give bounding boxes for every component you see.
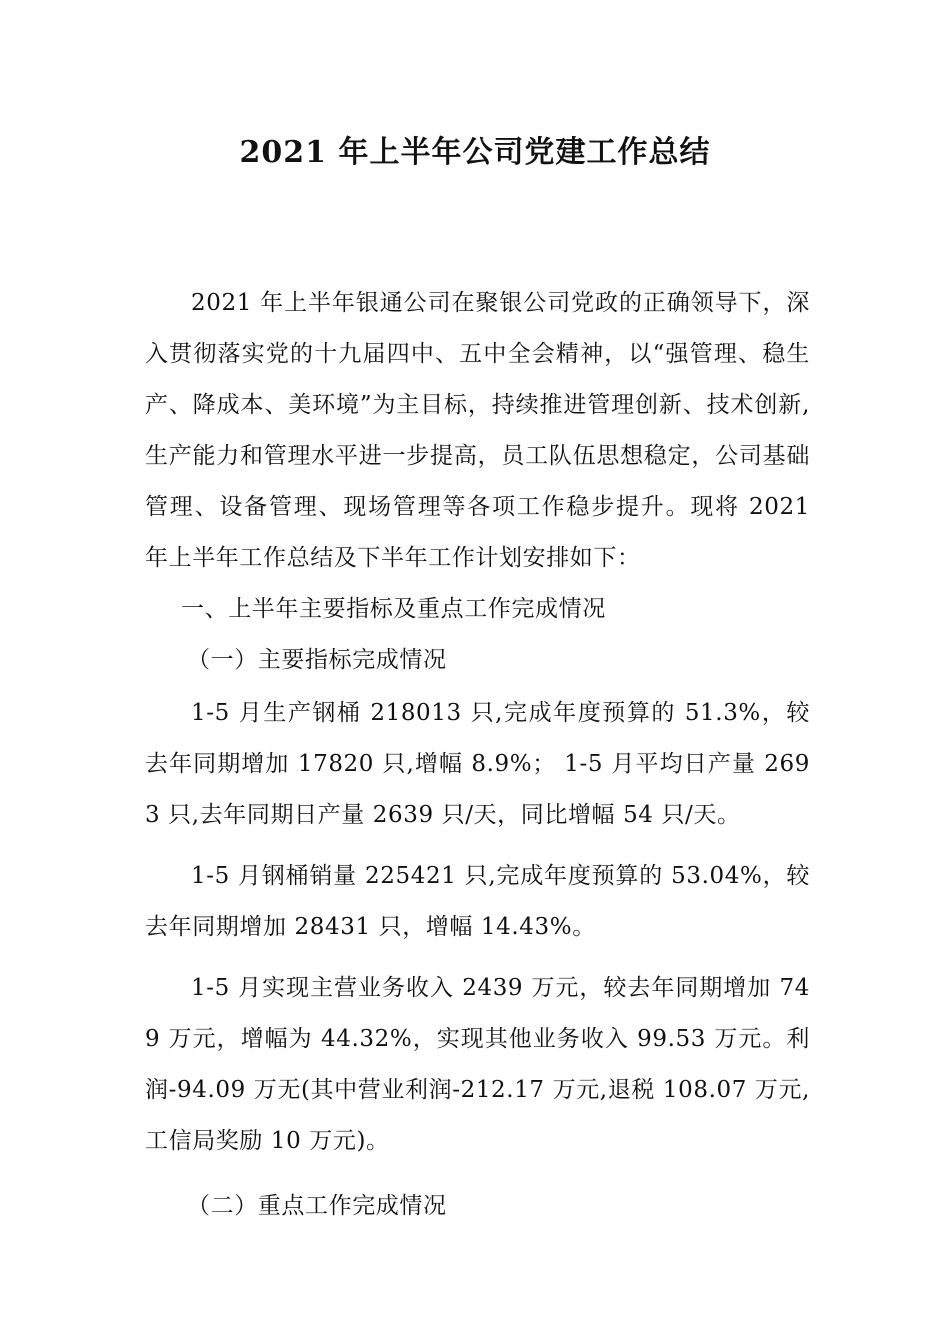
intro-paragraph: 2021 年上半年银通公司在聚银公司党政的正确领导下，深入贯彻落实党的十九届四中、五中全会精神，以“强管理、稳生产、降成本、美环境”为主目标，持续推进管理创新、技术创新,生产能力和管理水平进一步提高，员工队伍思想稳定，公司基础管理、设备管理、现场管理等各项工作稳步提升。现将 2021 年上半年工作总结及下半年工作计划安排如下： — [145, 290, 810, 571]
subsection-heading-2: （二）重点工作完成情况 — [187, 1193, 447, 1219]
sales-paragraph: 1-5 月钢桶销量 225421 只,完成年度预算的 53.04%，较去年同期增加 28431 只，增幅 14.43%。 — [145, 863, 810, 940]
document-body — [145, 278, 810, 1232]
document-title: 2021 年上半年公司党建工作总结 — [239, 135, 711, 170]
subsection-heading-1: （一）主要指标完成情况 — [187, 647, 447, 673]
production-paragraph: 1-5 月生产钢桶 218013 只,完成年度预算的 51.3%，较去年同期增加 17820 只,增幅 8.9%； 1-5 月平均日产量 2693 只,去年同期日产量 2639 只/天，同比增幅 54 只/天。 — [145, 700, 810, 828]
revenue-paragraph: 1-5 月实现主营业务收入 2439 万元，较去年同期增加 749 万元，增幅为 44.32%，实现其他业务收入 99.53 万元。利润-94.09 万无(其中营业利润-212.17 万元,退税 108.07 万元,工信局奖励 10 万元)。 — [145, 975, 810, 1154]
section-heading-1: 一、上半年主要指标及重点工作完成情况 — [181, 596, 606, 622]
